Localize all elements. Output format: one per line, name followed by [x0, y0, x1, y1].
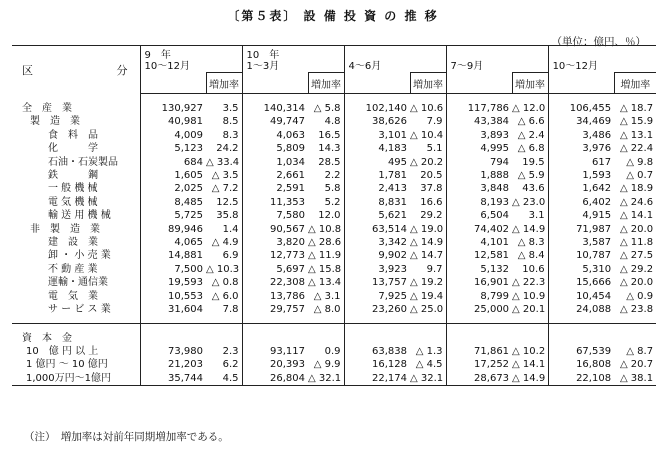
row-label: 電 気 業: [48, 290, 98, 302]
row-label: 不 動 産 業: [48, 263, 98, 275]
value-cell: 5,809: [242, 142, 308, 155]
value-subheader: [140, 73, 206, 94]
value-cell: 8,485: [140, 196, 206, 209]
rate-cell: △ 10.6: [410, 103, 444, 114]
row-label: 卸 ・ 小 売 業: [48, 250, 111, 262]
value-cell: 7,925: [344, 290, 410, 303]
rate-cell: 2.3: [222, 345, 239, 357]
rate-cell: △ 5.9: [517, 170, 545, 182]
value-cell: 12,581: [446, 249, 512, 262]
rate-cell: △ 19.0: [410, 223, 444, 235]
value-subheader: [446, 73, 512, 94]
value-cell: 4,915: [548, 209, 614, 222]
value-cell: 4,065: [140, 236, 206, 249]
value-cell: 10,454: [548, 290, 614, 303]
value-cell: 5,310: [548, 263, 614, 276]
value-cell: 71,861: [446, 345, 512, 358]
value-cell: 34,469: [548, 115, 614, 128]
period-header-line1: 10 年: [246, 50, 280, 61]
value-cell: 3,893: [446, 129, 512, 142]
value-cell: 13,786: [242, 290, 308, 303]
table-row: [12, 303, 656, 316]
rate-cell: 5.1: [426, 143, 443, 155]
period-header: [344, 46, 446, 73]
rate-cell: △ 8.3: [517, 237, 545, 249]
value-subheader: [344, 73, 410, 94]
value-cell: 5,123: [140, 142, 206, 155]
rate-cell: △ 10.4: [410, 129, 444, 141]
value-cell: 1,605: [140, 169, 206, 182]
row-label: 一 般 機 械: [48, 183, 98, 195]
value-cell: 89,946: [140, 223, 206, 236]
rate-subheader: 増加率: [308, 73, 344, 94]
value-cell: 20,393: [242, 358, 308, 371]
rate-cell: △ 9.8: [626, 156, 654, 168]
row-label: 鉄 鋼: [48, 170, 98, 182]
value-cell: 5,132: [446, 263, 512, 276]
rate-cell: 5.8: [324, 183, 341, 195]
period-header-line1: [349, 50, 446, 61]
rate-cell: 37.8: [420, 183, 443, 195]
rate-cell: △ 11.8: [619, 237, 654, 249]
value-cell: 8,799: [446, 290, 512, 303]
footnote: （注） 増加率は対前年同期増加率である。: [24, 431, 229, 443]
value-cell: 3,848: [446, 182, 512, 195]
period-header-line2: 10～12月: [552, 61, 599, 72]
rate-cell: △ 33.4: [206, 156, 240, 168]
rate-cell: △ 23.0: [512, 196, 546, 208]
value-cell: 63,514: [344, 223, 410, 236]
row-label: 運輸・通信業: [48, 277, 108, 289]
value-cell: 140,314: [242, 102, 308, 115]
rate-cell: 0.9: [324, 345, 341, 357]
value-cell: 73,980: [140, 345, 206, 358]
value-cell: 8,831: [344, 196, 410, 209]
rate-cell: △ 0.8: [211, 277, 239, 289]
table-row: [12, 209, 656, 222]
rate-cell: △ 14.9: [410, 237, 444, 249]
rate-cell: △ 11.9: [308, 250, 342, 262]
rate-cell: △ 27.5: [619, 250, 654, 262]
value-cell: 67,539: [548, 345, 614, 358]
rate-cell: △ 18.7: [619, 103, 654, 114]
value-cell: 22,308: [242, 276, 308, 289]
rate-cell: 6.2: [222, 359, 239, 371]
value-cell: 16,808: [548, 358, 614, 371]
table-row: [12, 115, 656, 128]
period-header-line1: 9 年: [144, 50, 171, 61]
rate-cell: △ 29.2: [619, 263, 654, 275]
rate-cell: △ 2.4: [517, 129, 545, 141]
rate-cell: △ 3.1: [313, 290, 341, 302]
row-label: サ ー ビ ス 業: [48, 304, 111, 316]
rate-cell: 19.5: [522, 156, 545, 168]
value-subheader: [242, 73, 308, 94]
rate-subheader: 増加率: [410, 73, 446, 94]
value-cell: 22,174: [344, 372, 410, 386]
rate-cell: △ 0.7: [626, 170, 654, 182]
value-cell: 7,580: [242, 209, 308, 222]
value-cell: 4,063: [242, 129, 308, 142]
value-cell: 63,838: [344, 345, 410, 358]
rate-cell: △ 20.1: [512, 304, 546, 316]
rate-cell: △ 32.1: [308, 372, 344, 386]
value-cell: 25,000: [446, 303, 512, 316]
rate-cell: △ 0.9: [626, 290, 654, 302]
value-cell: 3,587: [548, 236, 614, 249]
value-cell: 7,500: [140, 263, 206, 276]
rate-cell: △ 25.0: [410, 304, 444, 316]
value-cell: 4,009: [140, 129, 206, 142]
rate-cell: 20.5: [420, 170, 443, 182]
value-cell: 5,621: [344, 209, 410, 222]
capital-section-label: 資 本 金: [22, 332, 72, 344]
row-label: 1 億円 ～ 10 億円: [26, 359, 108, 371]
value-cell: 23,260: [344, 303, 410, 316]
value-cell: 10,787: [548, 249, 614, 262]
rate-cell: △ 22.3: [512, 277, 546, 289]
rate-cell: △ 22.4: [619, 143, 654, 155]
value-cell: 617: [548, 156, 614, 169]
value-cell: 26,804: [242, 372, 308, 386]
rate-cell: △ 5.8: [313, 103, 341, 114]
period-header-line2: 10～12月: [144, 61, 190, 72]
rate-cell: △ 12.0: [512, 103, 546, 114]
value-cell: 14,881: [140, 249, 206, 262]
value-cell: 29,757: [242, 303, 308, 316]
rate-subheader: 増加率: [614, 73, 656, 94]
period-header-line1: [451, 50, 548, 61]
rate-cell: 8.3: [222, 129, 239, 141]
value-cell: 35,744: [140, 372, 206, 386]
table-row: [12, 358, 656, 371]
value-cell: 106,455: [548, 102, 614, 115]
value-cell: 5,697: [242, 263, 308, 276]
table-row: [12, 196, 656, 209]
rate-cell: 5.2: [324, 196, 341, 208]
value-cell: 49,747: [242, 115, 308, 128]
value-cell: 495: [344, 156, 410, 169]
rate-cell: 7.9: [426, 116, 443, 128]
rate-cell: 16.5: [318, 129, 341, 141]
value-cell: 16,901: [446, 276, 512, 289]
value-cell: 3,342: [344, 236, 410, 249]
rate-cell: △ 19.2: [410, 277, 444, 289]
rate-cell: △ 10.3: [206, 263, 240, 275]
rate-cell: △ 38.1: [614, 372, 656, 386]
capital-section-row: [12, 332, 656, 345]
rate-cell: 3.1: [528, 210, 545, 222]
rate-cell: △ 10.2: [512, 345, 546, 357]
rate-cell: △ 1.3: [415, 345, 443, 357]
period-header-line2: 4～6月: [348, 61, 382, 72]
rate-cell: 6.9: [222, 250, 239, 262]
value-cell: 71,987: [548, 223, 614, 236]
row-label: 石油・石炭製品: [48, 156, 118, 168]
table-row: [12, 102, 656, 115]
rate-cell: △ 28.6: [308, 237, 342, 249]
value-cell: 3,976: [548, 142, 614, 155]
kubun-header-a: 区: [22, 63, 33, 77]
table-row: [12, 223, 656, 236]
value-cell: 21,203: [140, 358, 206, 371]
capex-table: [12, 45, 656, 386]
rate-cell: △ 10.8: [308, 223, 342, 235]
rate-cell: 16.6: [420, 196, 443, 208]
period-header: [242, 46, 344, 73]
value-cell: 3,486: [548, 129, 614, 142]
table-row: [12, 129, 656, 142]
value-cell: 10,553: [140, 290, 206, 303]
value-cell: 19,593: [140, 276, 206, 289]
rate-cell: 7.8: [222, 304, 239, 316]
rate-cell: 3.5: [222, 103, 239, 114]
value-cell: 2,661: [242, 169, 308, 182]
rate-cell: 14.3: [318, 143, 341, 155]
table-row: [12, 169, 656, 182]
rate-cell: 12.5: [216, 196, 239, 208]
value-cell: 90,567: [242, 223, 308, 236]
value-cell: 1,888: [446, 169, 512, 182]
rate-cell: △ 14.1: [512, 359, 546, 371]
value-cell: 4,995: [446, 142, 512, 155]
rate-subheader: 増加率: [206, 73, 242, 94]
value-cell: 15,666: [548, 276, 614, 289]
table-row: [12, 372, 656, 386]
value-cell: 3,820: [242, 236, 308, 249]
rate-subheader: 増加率: [512, 73, 548, 94]
value-cell: 6,402: [548, 196, 614, 209]
table-row: [12, 263, 656, 276]
value-cell: 5,725: [140, 209, 206, 222]
value-cell: 17,252: [446, 358, 512, 371]
rate-cell: 4.5: [206, 372, 242, 386]
rate-cell: △ 6.8: [517, 143, 545, 155]
period-header-line2: 1～3月: [246, 61, 280, 72]
value-cell: 130,927: [140, 102, 206, 115]
rate-cell: △ 14.9: [512, 223, 546, 235]
rate-cell: △ 4.9: [211, 237, 239, 249]
value-cell: 794: [446, 156, 512, 169]
rate-cell: △ 24.6: [619, 196, 654, 208]
rate-cell: △ 13.1: [619, 129, 654, 141]
value-cell: 2,413: [344, 182, 410, 195]
value-cell: 22,108: [548, 372, 614, 386]
rate-cell: △ 10.9: [512, 290, 546, 302]
rate-cell: 43.6: [522, 183, 545, 195]
period-header-line1: [553, 50, 657, 61]
rate-cell: △ 20.0: [619, 223, 654, 235]
value-cell: 43,384: [446, 115, 512, 128]
value-cell: 12,773: [242, 249, 308, 262]
table-row: [12, 345, 656, 358]
value-cell: 117,786: [446, 102, 512, 115]
table-row: [12, 290, 656, 303]
value-cell: 16,128: [344, 358, 410, 371]
value-subheader: [548, 73, 614, 94]
rate-cell: △ 8.4: [517, 250, 545, 262]
rate-cell: 4.8: [324, 116, 341, 128]
value-cell: 6,504: [446, 209, 512, 222]
rate-cell: 12.0: [318, 210, 341, 222]
table-title: 〔第５表〕 設 備 投 資 の 推 移: [227, 9, 439, 23]
value-cell: 8,193: [446, 196, 512, 209]
rate-cell: △ 32.1: [410, 372, 446, 386]
row-label: 非 製 造 業: [30, 223, 100, 235]
rate-cell: △ 7.2: [211, 183, 239, 195]
row-label: 輸 送 用 機 械: [48, 210, 111, 222]
table-row: [12, 142, 656, 155]
row-label: 全 産 業: [22, 103, 72, 114]
value-cell: 11,353: [242, 196, 308, 209]
rate-cell: △ 14.9: [512, 372, 548, 386]
rate-cell: △ 9.9: [313, 359, 341, 371]
period-header: [140, 46, 242, 73]
rate-cell: △ 19.4: [410, 290, 444, 302]
rate-cell: △ 15.8: [308, 263, 342, 275]
rate-cell: 28.5: [318, 156, 341, 168]
rate-cell: △ 14.1: [619, 210, 654, 222]
rate-cell: △ 20.2: [410, 156, 444, 168]
period-header: [446, 46, 548, 73]
row-label: 1,000万円～1億円: [12, 372, 140, 386]
value-cell: 3,101: [344, 129, 410, 142]
rate-cell: △ 20.7: [619, 359, 654, 371]
row-label: 食 料 品: [48, 129, 98, 141]
table-row: [12, 249, 656, 262]
value-cell: 40,981: [140, 115, 206, 128]
value-cell: 2,025: [140, 182, 206, 195]
kubun-header: [12, 46, 140, 94]
value-cell: 1,593: [548, 169, 614, 182]
rate-cell: 9.7: [426, 263, 443, 275]
rate-cell: △ 8.7: [626, 345, 654, 357]
value-cell: 4,101: [446, 236, 512, 249]
value-cell: 1,642: [548, 182, 614, 195]
value-cell: 74,402: [446, 223, 512, 236]
kubun-header-b: 分: [116, 63, 128, 77]
rate-cell: △ 18.9: [619, 183, 654, 195]
value-cell: 93,117: [242, 345, 308, 358]
value-cell: 4,183: [344, 142, 410, 155]
period-header-line2: 7～9月: [450, 61, 484, 72]
rate-cell: 29.2: [420, 210, 443, 222]
value-cell: 2,591: [242, 182, 308, 195]
rate-cell: △ 20.0: [619, 277, 654, 289]
rate-cell: △ 4.5: [415, 359, 443, 371]
table-row: [12, 182, 656, 195]
rate-cell: △ 23.8: [619, 304, 654, 316]
rate-cell: △ 6.0: [211, 290, 239, 302]
table-row: [12, 156, 656, 169]
rate-cell: 10.6: [522, 263, 545, 275]
value-cell: 31,604: [140, 303, 206, 316]
table-row: [12, 236, 656, 249]
value-cell: 1,781: [344, 169, 410, 182]
rate-cell: 24.2: [216, 143, 239, 155]
rate-cell: △ 3.5: [211, 170, 239, 182]
unit-label: （単位：億円、％）: [551, 36, 646, 48]
row-label: 10 億 円 以 上: [26, 345, 99, 357]
rate-cell: △ 13.4: [308, 277, 342, 289]
value-cell: 13,757: [344, 276, 410, 289]
value-cell: 3,923: [344, 263, 410, 276]
rate-cell: △ 8.0: [313, 304, 341, 316]
value-cell: 24,088: [548, 303, 614, 316]
row-label: 電 気 機 械: [48, 196, 98, 208]
value-cell: 9,902: [344, 249, 410, 262]
period-header: [548, 46, 656, 73]
rate-cell: 2.2: [324, 170, 341, 182]
row-label: 製 造 業: [30, 116, 80, 128]
rate-cell: 8.5: [222, 116, 239, 128]
rate-cell: △ 6.6: [517, 116, 545, 128]
value-cell: 28,673: [446, 372, 512, 386]
rate-cell: △ 14.7: [410, 250, 444, 262]
row-label: 建 設 業: [48, 237, 98, 249]
value-cell: 38,626: [344, 115, 410, 128]
value-cell: 102,140: [344, 102, 410, 115]
row-label: 化 学: [48, 143, 98, 155]
value-cell: 1,034: [242, 156, 308, 169]
rate-cell: 1.4: [222, 223, 239, 235]
table-row: [12, 276, 656, 289]
rate-cell: 35.8: [216, 210, 239, 222]
rate-cell: △ 15.9: [619, 116, 654, 128]
value-cell: 684: [140, 156, 206, 169]
